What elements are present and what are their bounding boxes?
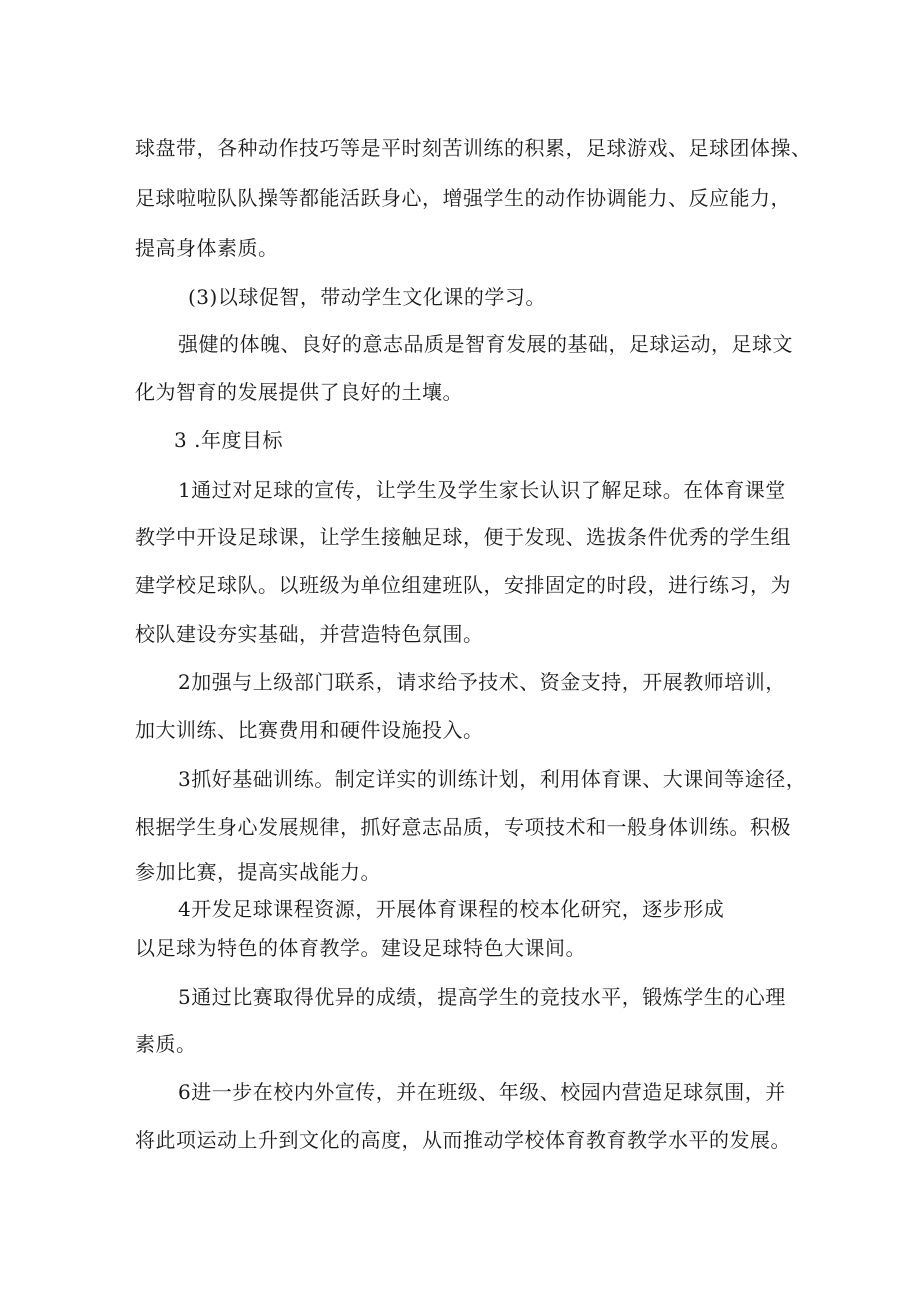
text-line: 参加比赛，提高实战能力。: [135, 860, 381, 884]
text-line: 1通过对足球的宣传，让学生及学生家长认识了解足球。在体育课堂: [178, 478, 786, 502]
text-line: 教学中开设足球课，让学生接触足球，便于发现、选拔条件优秀的学生组: [135, 525, 791, 549]
text-line: 3抓好基础训练。制定详实的训练计划，利用体育课、大课间等途径，: [178, 767, 807, 791]
text-line: 球盘带，各种动作技巧等是平时刻苦训练的积累，足球游戏、足球团体操、: [135, 136, 812, 160]
text-line: 素质。: [135, 1032, 197, 1056]
text-line: 强健的体魄、良好的意志品质是智育发展的基础，足球运动，足球文: [178, 332, 793, 356]
text-line: 5通过比赛取得优异的成绩，提高学生的竞技水平，锻炼学生的心理: [178, 985, 786, 1009]
text-line: 以足球为特色的体育教学。建设足球特色大课间。: [135, 936, 586, 960]
text-line: 提高身体素质。: [135, 236, 279, 260]
list-heading: (3)以球促智，带动学生文化课的学习。: [188, 285, 546, 309]
text-line: 加大训练、比赛费用和硬件设施投入。: [135, 718, 484, 742]
text-line: 根据学生身心发展规律，抓好意志品质，专项技术和一般身体训练。积极: [135, 815, 791, 839]
text-line: 2加强与上级部门联系，请求给予技术、资金支持，开展教师培训，: [178, 670, 786, 694]
text-line: 足球啦啦队队操等都能活跃身心，增强学生的动作协调能力、反应能力，: [135, 186, 791, 210]
text-line: 建学校足球队。以班级为单位组建班队，安排固定的时段，进行练习，为: [135, 573, 791, 597]
text-line: 6进一步在校内外宣传，并在班级、年级、校园内营造足球氛围，并: [178, 1080, 786, 1104]
text-line: 4开发足球课程资源，开展体育课程的校本化研究，逐步形成: [178, 897, 725, 921]
text-line: 校队建设夯实基础，并营造特色氛围。: [135, 622, 484, 646]
text-line: 化为智育的发展提供了良好的土壤。: [135, 380, 463, 404]
text-line: 将此项运动上升到文化的高度，从而推动学校体育教育教学水平的发展。: [135, 1128, 791, 1152]
section-heading: 3 .年度目标: [174, 428, 283, 452]
